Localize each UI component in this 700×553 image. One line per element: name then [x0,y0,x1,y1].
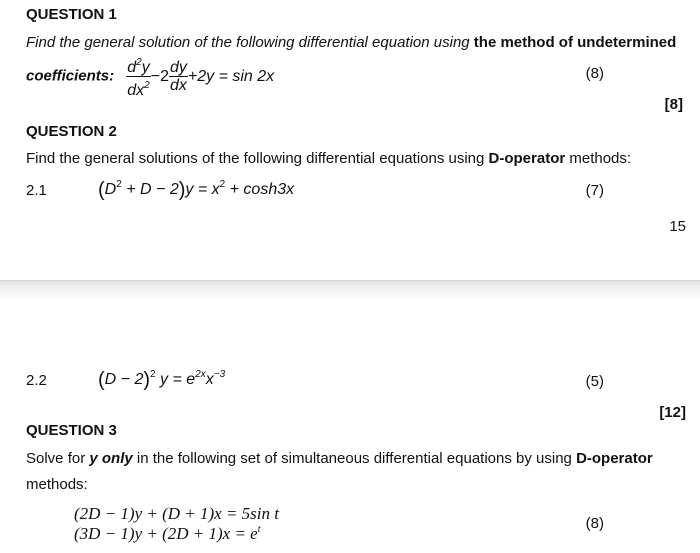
q2-title: QUESTION 2 [26,123,117,140]
q1-total: [8] [664,96,683,113]
q2-item-2-1-number: 2.1 [26,182,47,199]
page-number: 15 [669,218,686,235]
q3-instruction-emphasis: y only [89,450,133,467]
q3-equation-1: (2D − 1)y + (D + 1)x = 5sin t [74,504,279,523]
q3-instruction-line2: methods: [26,476,88,493]
q3-marks: (8) [585,515,604,532]
q1-instruction-bold: the method of undetermined [473,34,677,51]
q1-title: QUESTION 1 [26,6,117,23]
q1-marks: (8) [585,65,604,82]
q3-instruction: Solve for y only in the following set of simultaneous differential equations by using D-operator [26,450,653,467]
q2-total: [12] [659,404,686,421]
q2-item-2-1-marks: (7) [585,182,604,199]
q3-instruction-bold: D-operator [576,450,653,467]
q1-instruction [26,34,676,51]
q3-equation-2: $(3D - 1)y + (2D + 1)x = e^t$ [74,524,261,543]
q2-item-2-2-marks: (5) [585,373,604,390]
q1-coefficients-label: coefficients: [26,68,115,85]
q2-instruction-bold: D-operator [488,150,566,167]
page-break-separator [0,280,700,297]
q1-second-derivative: $\frac{d^2y}{dx^2}$ [126,54,150,99]
q1-instruction-text: Find the general solution of the following differential equation using [26,34,474,51]
q2-item-2-1-equation: $(D^2 + D - 2)y = x^2 + \cosh 3x$ [98,179,295,201]
q1-equation: $\frac{d^2y}{dx^2}$ −2 $\frac{dy}{dx}$ +2y = sin 2x [126,68,274,85]
q1-equation-line [26,54,275,99]
q2-instruction: Find the general solutions of the following differential equations using D-operator methods: [26,150,632,167]
q1-first-derivative: $\frac{dy}{dx}$ [169,59,187,94]
q3-title: QUESTION 3 [26,422,117,439]
q2-item-2-2-number: 2.2 [26,372,47,389]
q2-item-2-2-equation: $(D - 2)^2$ $y = e^{2x}x^{-3}$ [98,369,226,391]
